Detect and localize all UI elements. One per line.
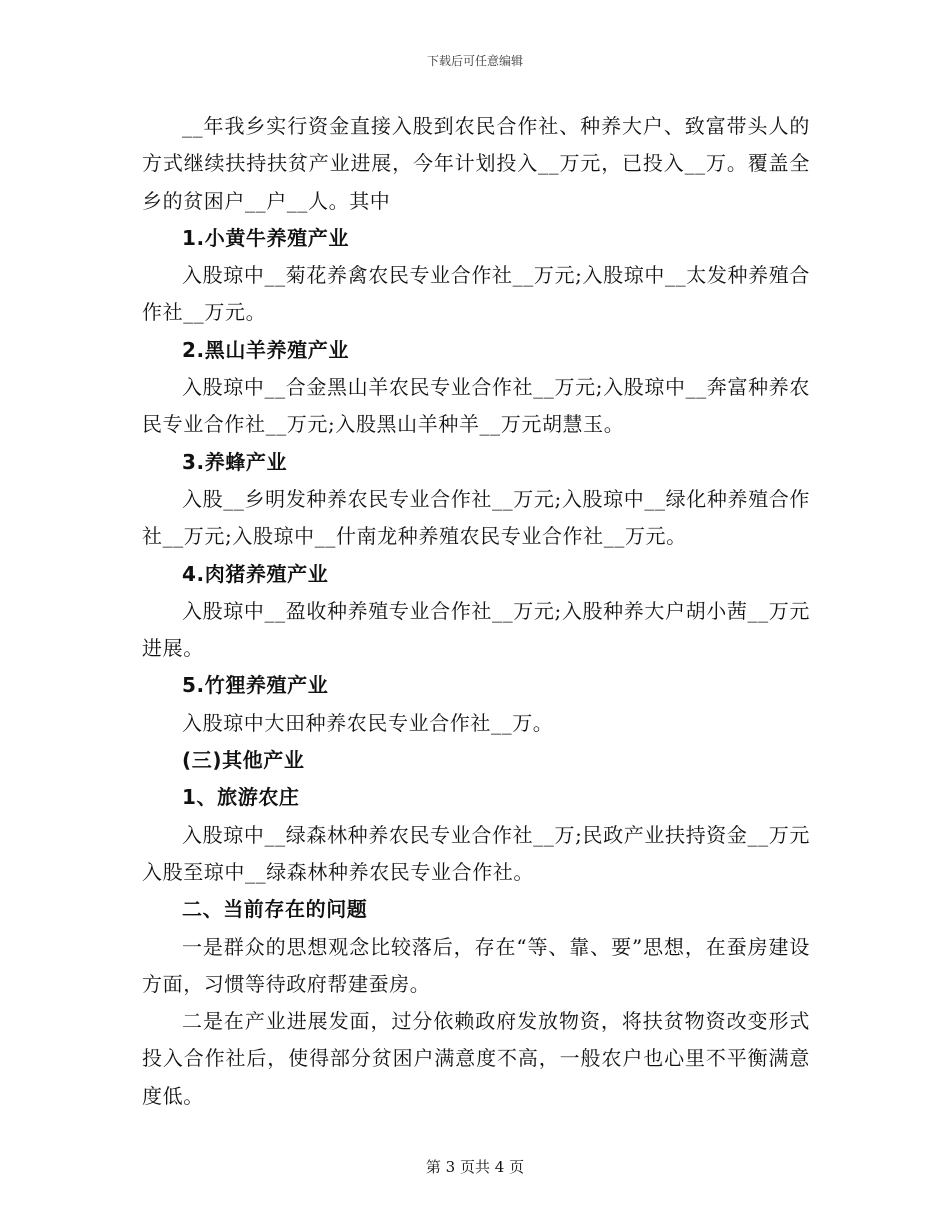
page-footer: 第 3 页共 4 页 xyxy=(425,1158,525,1176)
paragraph-cattle: 入股琼中__菊花养禽农民专业合作社__万元;入股琼中__太发种养殖合作社__万元。 xyxy=(142,263,810,325)
heading-current-problems: 二、当前存在的问题 xyxy=(182,897,368,922)
heading-bamboo-rat-industry: 5.竹狸养殖产业 xyxy=(182,673,329,698)
paragraph-intro: __年我乡实行资金直接入股到农民合作社、种养大户、致富带头人的方式继续扶持扶贫产业进展，今年计划投入__万元，已投入__万。覆盖全乡的贫困户__户__人。其中 xyxy=(142,114,810,213)
heading-pig-industry: 4.肉猪养殖产业 xyxy=(182,561,329,586)
paragraph-bamboo-rat: 入股琼中大田种养农民专业合作社__万。 xyxy=(182,710,554,735)
heading-tourism-farm: 1、旅游农庄 xyxy=(182,785,300,810)
paragraph-tourism: 入股琼中__绿森林种养农民专业合作社__万;民政产业扶持资金__万元入股至琼中__绿森林种养农民专业合作社。 xyxy=(142,822,810,884)
page-header: 下载后可任意编辑 xyxy=(426,54,523,68)
paragraph-pig: 入股琼中__盈收种养殖专业合作社__万元;入股种养大户胡小茜__万元进展。 xyxy=(142,598,810,661)
paragraph-bee: 入股__乡明发种养农民专业合作社__万元;入股琼中__绿化种养殖合作社__万元;入股琼中__什南龙种养殖农民专业合作社__万元。 xyxy=(142,486,810,549)
heading-other-industries: (三)其他产业 xyxy=(182,748,305,773)
paragraph-problem-two: 二是在产业进展发面，过分依赖政府发放物资，将扶贫物资改变形式投入合作社后，使得部分贫困户满意度不高，一般农户也心里不平衡满意度低。 xyxy=(142,1009,810,1108)
heading-bee-industry: 3.养蜂产业 xyxy=(182,449,288,474)
paragraph-goat: 入股琼中__合金黑山羊农民专业合作社__万元;入股琼中__奔富种养农民专业合作社__万元;入股黑山羊种羊__万元胡慧玉。 xyxy=(142,375,810,437)
heading-goat-industry: 2.黑山羊养殖产业 xyxy=(182,337,349,362)
heading-cattle-industry: 1.小黄牛养殖产业 xyxy=(182,225,349,250)
document-body xyxy=(142,108,810,1115)
paragraph-problem-one: 一是群众的思想观念比较落后，存在“等、靠、要”思想，在蚕房建设方面，习惯等待政府帮建蚕房。 xyxy=(142,934,810,996)
